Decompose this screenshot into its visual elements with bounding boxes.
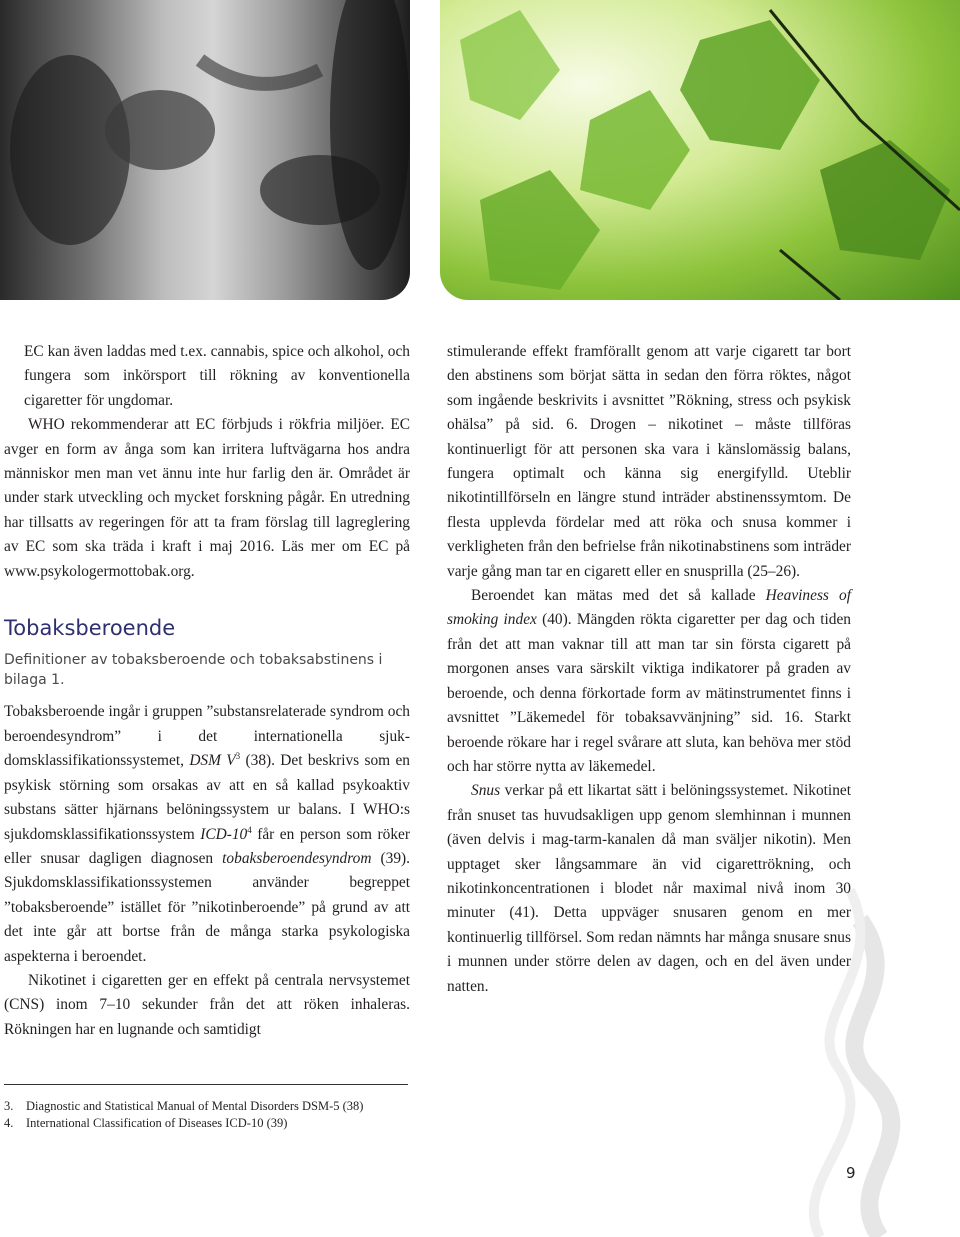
intro-paragraph: EC kan även laddas med t.ex. cannabis, spice och alkohol, och fungera som inkörsport till rökning av konventionella cigaretter för ungdomar.	[24, 343, 410, 409]
heaviness-paragraph: Beroendet kan mätas med det så kallade Heaviness of smoking index (40). Mängden rökta cigaretter per dag och tiden från det att man vaknar till att man tar sin första cigarett på morgonen anses vara särskilt viktiga indikatorer på graden av beroende, och denna förkortade form av mätinstrumentet finns i avsnittet ”Läkemedel för tobaksavvänjning” sid. 16. Starkt beroende rökare har i regel svårare att sluta, kan behöva mer stöd och har större nytta av läkemedel.	[447, 587, 852, 775]
snus-paragraph: Snus verkar på ett likartat sätt i belöningssystemet. Nikotinet från snuset tas huvudsakligen upp genom slemhinnan i munnen (även delvis i mag-tarm-kanalen då man sväljer nikotin). Men upptaget sker långsammare än vid cigarettrökning, och nikotinkoncentrationen i blodet når maximal nivå inom 30 minuter (41). Detta uppväger snusaren genom en mer kontinuerlig tillförsel. Som redan nämnts har många snusare snus i munnen under större delen av dagen, och en del även under natten.	[447, 782, 851, 995]
footnote-item: 4. International Classification of Diseases ICD-10 (39)	[4, 1116, 288, 1130]
section-heading: Tobaksberoende	[4, 616, 176, 641]
footnote-item: 3. Diagnostic and Statistical Manual of Mental Disorders DSM-5 (38)	[4, 1099, 364, 1113]
dependence-paragraph: Tobaksberoende ingår i gruppen ”substansrelaterade syndrom och beroendesyndrom” i det internationella sjukdomsklassifikationssystemet, DSM $V^3$ (38). Det beskrivs som en psykisk störning som orsakas av att en så kallad psykoaktiv substans sätter hjärnans belöningssystem ur balans. I WHO:s sjukdomsklassifikationssystem ICD-$10^4$ får en person som röker eller snusar dagligen diagnosen tobaksberoendesyndrom (39). Sjukdomsklassifikationssystemen använder begreppet ”tobaksberoende” istället för ”nikotinberoende” på grund av att det inte går att bortse från de många starka psykologiska aspekterna i beroendet.	[4, 703, 410, 965]
who-paragraph: WHO rekommenderar att EC förbjuds i rökfria miljöer. EC avger en form av ånga som kan irritera luftvägarna hos andra människor men man vet ännu inte hur farlig den är. Området är under stark utveckling och mycket forskning pågår. En utredning har tillsatts av regeringen för att ta fram förslag till lagreglering av EC som ska träda i kraft i maj 2016. Läs mer om EC på www.psykologermottobak.org.	[4, 416, 410, 580]
footnote-rule	[4, 1084, 408, 1085]
leaves-photo	[440, 0, 960, 300]
face-photo	[0, 0, 410, 300]
nicotine-paragraph: Nikotinet i cigaretten ger en effekt på centrala nervsystemet (CNS) inom 7–10 sekunder från det att röken inhaleras. Rökningen har en lugnande och samtidigt	[4, 971, 410, 1038]
stimulating-paragraph: stimulerande effekt framförallt genom att varje cigarett tar bort den abstinens som börjat sätta in sedan den förra röktes, något som ingående beskrivits i avsnittet ”Rökning, stress och psykisk ohälsa” på sid. 6. Drogen – nikotinet – måste tillföras kontinuerligt för att personen ska vara i känslomässig balans, fungera optimalt och känna sig energifylld. Uteblir nikotintillförseln en längre stund inträder abstinenssymtom. De flesta upplevda fördelar med att röka och snusa kommer i verkligheten från den befrielse från nikotinabstinens som inträder varje gång man tar en cigarett eller en snusprilla (25–26).	[447, 343, 851, 580]
page-number: 9	[846, 1164, 856, 1182]
left-column	[4, 340, 410, 1042]
footnotes	[4, 1098, 363, 1132]
section-subheading: Definitioner av tobaksberoende och tobaksabstinens i bilaga 1.	[4, 652, 383, 689]
right-column	[447, 340, 851, 999]
